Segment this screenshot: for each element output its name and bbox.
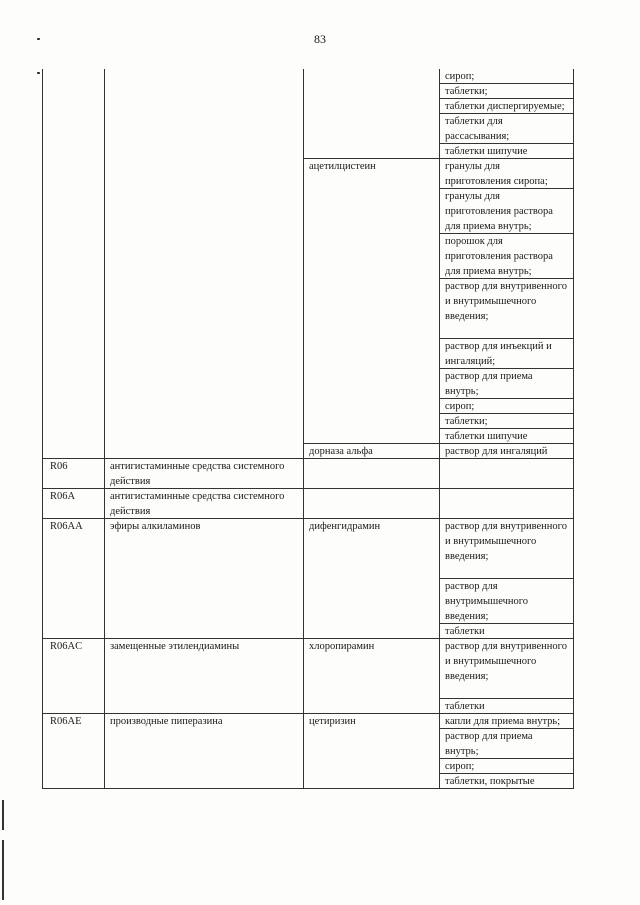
atc-code-cell: R06AE [43, 714, 105, 789]
atc-code-cell: R06AA [43, 519, 105, 639]
dosage-form-cell: раствор для внутривенного и внутримышечного введения; [440, 279, 574, 339]
drug-name-cell [304, 69, 440, 159]
scan-margin-mark [2, 840, 4, 900]
atc-group-name-cell: антигистаминные средства системного действия [105, 459, 304, 489]
atc-code-cell [43, 69, 105, 459]
dosage-form-cell: таблетки [440, 624, 574, 639]
drug-name-cell: дорназа альфа [304, 444, 440, 459]
dosage-form-cell: раствор для приема внутрь; [440, 369, 574, 399]
dosage-form-cell: раствор для инъекций и ингаляций; [440, 339, 574, 369]
atc-group-name-cell: антигистаминные средства системного действия [105, 489, 304, 519]
dosage-form-cell: гранулы для приготовления раствора для приема внутрь; [440, 189, 574, 234]
dosage-form-cell [440, 489, 574, 519]
atc-code-cell: R06A [43, 489, 105, 519]
atc-code-cell: R06AC [43, 639, 105, 714]
drug-name-cell: цетиризин [304, 714, 440, 789]
atc-group-name-cell: замещенные этилендиамины [105, 639, 304, 714]
drug-name-cell [304, 489, 440, 519]
dosage-form-cell: таблетки шипучие [440, 429, 574, 444]
drug-name-cell: хлоропирамин [304, 639, 440, 714]
dosage-form-cell: гранулы для приготовления сиропа; [440, 159, 574, 189]
scan-speck [37, 72, 40, 74]
drug-name-cell: ацетилцистеин [304, 159, 440, 444]
dosage-form-cell: раствор для внутривенного и внутримышечного введения; [440, 519, 574, 579]
medication-table [42, 69, 574, 789]
atc-group-name-cell: производные пиперазина [105, 714, 304, 789]
dosage-form-cell: раствор для внутримышечного введения; [440, 579, 574, 624]
drug-name-cell [304, 459, 440, 489]
dosage-form-cell: таблетки диспергируемые; [440, 99, 574, 114]
dosage-form-cell: таблетки [440, 699, 574, 714]
dosage-form-cell: порошок для приготовления раствора для приема внутрь; [440, 234, 574, 279]
dosage-form-cell: таблетки; [440, 84, 574, 99]
dosage-form-cell: сироп; [440, 399, 574, 414]
drug-name-cell: дифенгидрамин [304, 519, 440, 639]
atc-group-name-cell: эфиры алкиламинов [105, 519, 304, 639]
page-number: 83 [314, 32, 326, 46]
dosage-form-cell: раствор для внутривенного и внутримышечного введения; [440, 639, 574, 699]
dosage-form-cell: сироп; [440, 759, 574, 774]
atc-group-name-cell [105, 69, 304, 459]
dosage-form-cell: таблетки; [440, 414, 574, 429]
dosage-form-cell: таблетки, покрытые [440, 774, 574, 789]
atc-code-cell: R06 [43, 459, 105, 489]
dosage-form-cell: раствор для ингаляций [440, 444, 574, 459]
dosage-form-cell: таблетки шипучие [440, 144, 574, 159]
dosage-form-cell: капли для приема внутрь; [440, 714, 574, 729]
scan-margin-mark [2, 800, 4, 830]
dosage-form-cell [440, 459, 574, 489]
dosage-form-cell: таблетки для рассасывания; [440, 114, 574, 144]
dosage-form-cell: раствор для приема внутрь; [440, 729, 574, 759]
scan-speck [37, 38, 40, 40]
dosage-form-cell: сироп; [440, 69, 574, 84]
